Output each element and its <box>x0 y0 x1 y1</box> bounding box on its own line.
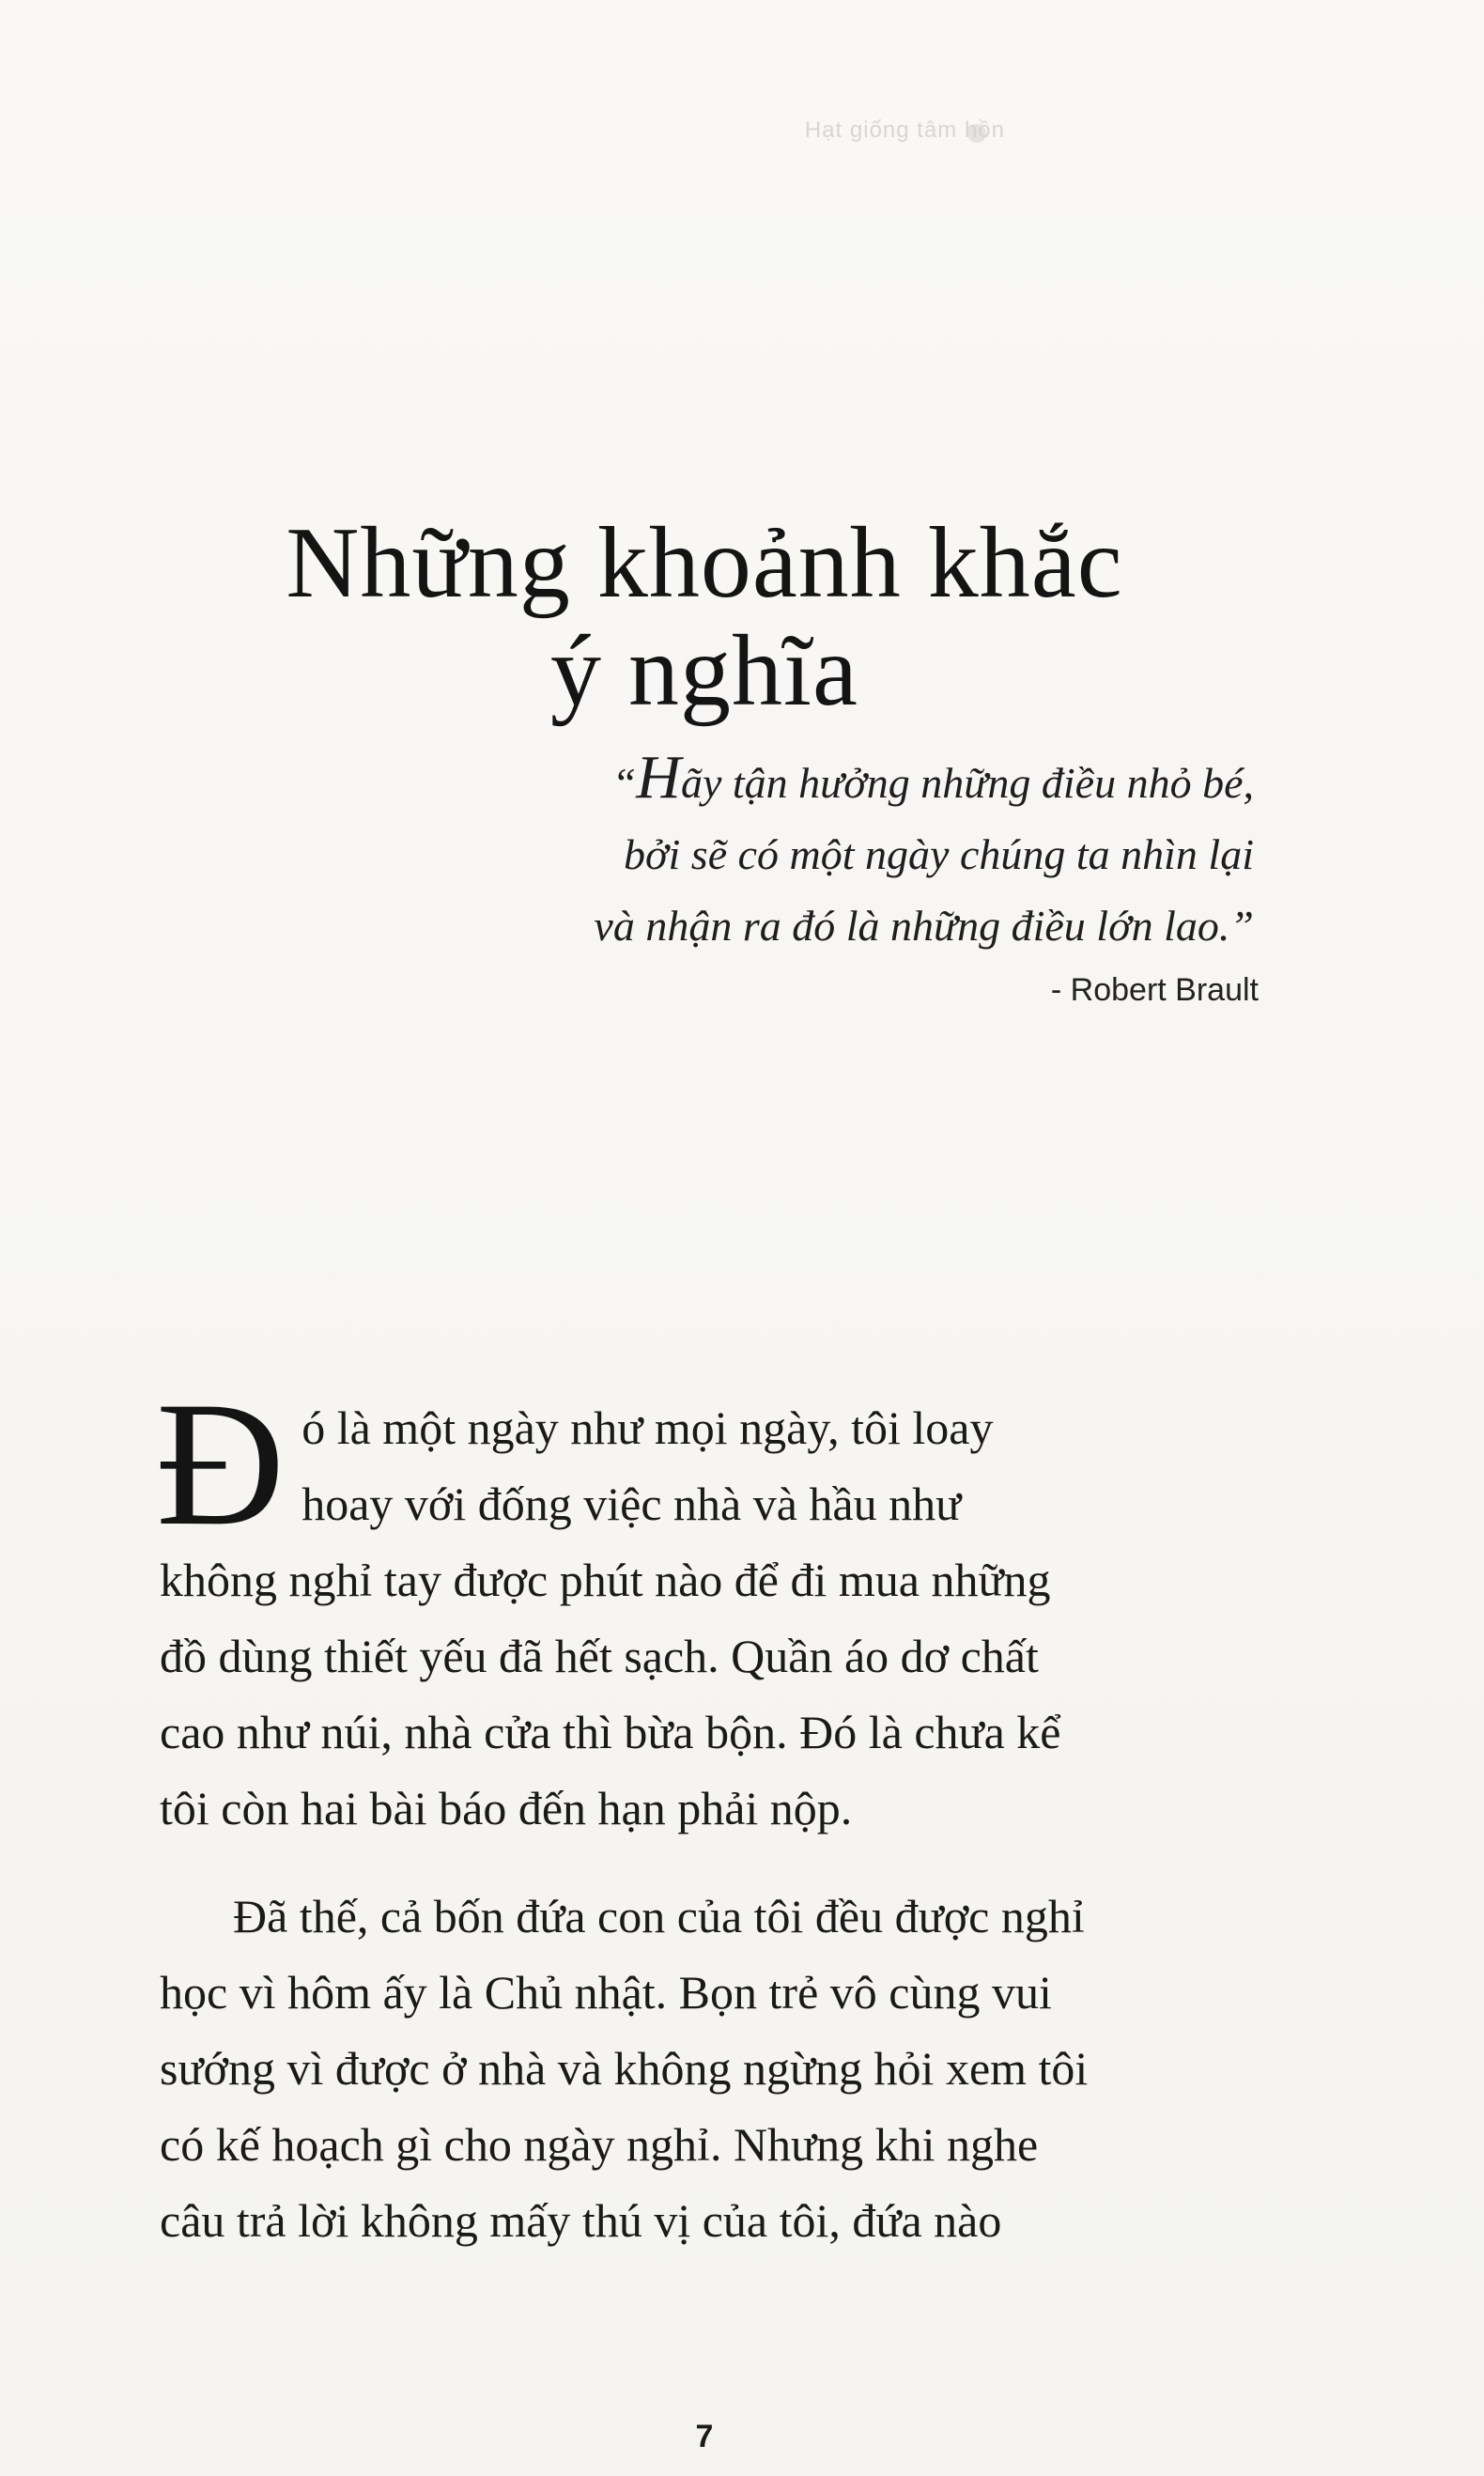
drop-cap: Đ <box>156 1366 286 1563</box>
epigraph-line-1-text: ãy tận hưởng những điều nhỏ bé, <box>680 759 1254 807</box>
paragraph-1-line: ó là một ngày như mọi ngày, tôi loay <box>301 1401 994 1454</box>
paragraph-2-line: có kế hoạch gì cho ngày nghỉ. Nhưng khi nghe <box>160 2118 1039 2171</box>
paragraph-2 <box>160 1879 1259 2259</box>
epigraph-line-1 <box>315 742 1254 819</box>
chapter-title-line-2: ý nghĩa <box>550 615 858 728</box>
epigraph-author: - Robert Brault <box>1050 972 1259 1008</box>
paragraph-2-line: học vì hôm ấy là Chủ nhật. Bọn trẻ vô cùng vui <box>160 1966 1052 2019</box>
epigraph-line-2: bởi sẽ có một ngày chúng ta nhìn lại <box>623 830 1254 878</box>
paragraph-2-line: Đã thế, cả bốn đứa con của tôi đều được nghỉ <box>233 1890 1085 1942</box>
epigraph-open-quote: “ <box>611 759 637 807</box>
epigraph-line-3: và nhận ra đó là những điều lớn lao.” <box>594 902 1254 950</box>
paragraph-1-line: tôi còn hai bài báo đến hạn phải nộp. <box>160 1782 853 1834</box>
chapter-title-line-1: Những khoảnh khắc <box>286 507 1123 620</box>
running-head: Hạt giống tâm hồn <box>804 117 1005 143</box>
paragraph-2-line: sướng vì được ở nhà và không ngừng hỏi xem tôi <box>160 2042 1089 2095</box>
paragraph-1-line: cao như núi, nhà cửa thì bừa bộn. Đó là chưa kể <box>160 1706 1061 1758</box>
chapter-title <box>0 507 1409 728</box>
paragraph-1-line: hoay với đống việc nhà và hầu như <box>301 1478 962 1530</box>
paragraph-1-line: đồ dùng thiết yếu đã hết sạch. Quần áo dơ chất <box>160 1630 1039 1682</box>
epigraph-initial: H <box>636 743 681 812</box>
page-number: 7 <box>695 2419 714 2454</box>
paragraph-1 <box>156 1366 1259 1847</box>
body-text <box>156 1366 1259 2259</box>
paragraph-2-line: câu trả lời không mấy thú vị của tôi, đứa nào <box>160 2194 1002 2247</box>
paragraph-1-line: không nghỉ tay được phút nào để đi mua những <box>160 1554 1051 1606</box>
epigraph-quote <box>315 742 1254 962</box>
